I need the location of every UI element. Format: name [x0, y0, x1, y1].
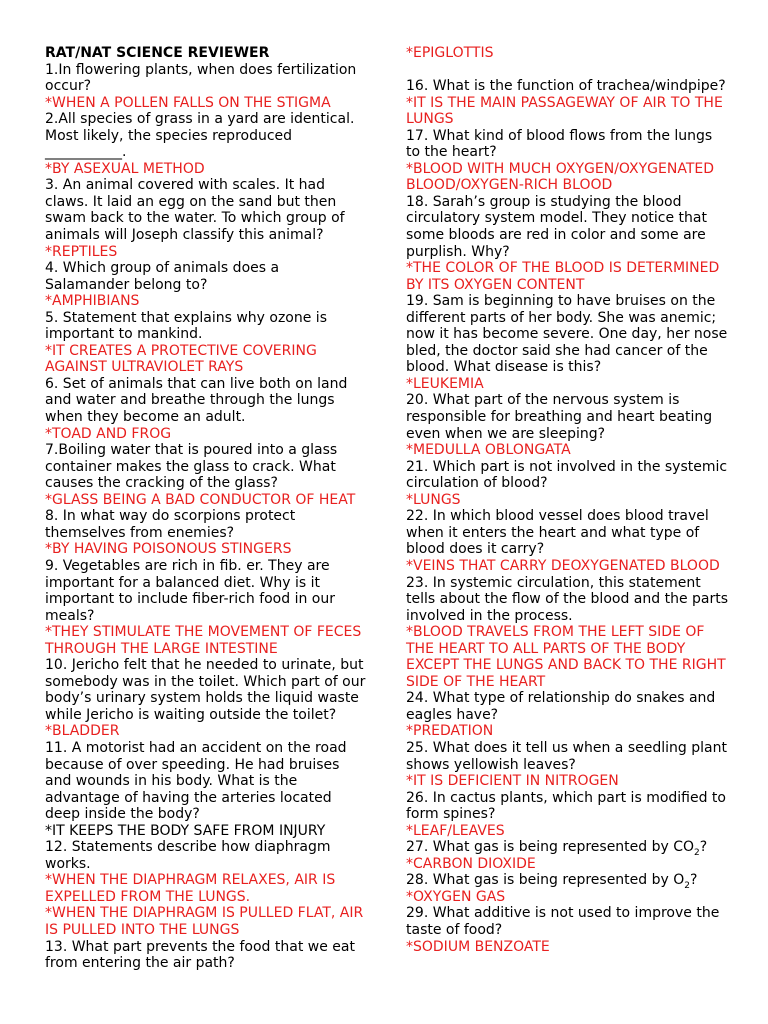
question-text-main: 27. What gas is being represented by CO: [406, 839, 695, 856]
question-text: 16. What is the function of trachea/windpipe?: [406, 78, 726, 95]
answer-text: *LUNGS: [406, 491, 461, 508]
answer-text: *OXYGEN GAS: [406, 888, 506, 905]
question-text: 11. A motorist had an accident on the road because of over speeding. He had bruises and wounds in his body. What is the advantage of having the arteries located deep inside the body?: [45, 739, 351, 823]
right-column: [406, 45, 733, 955]
answer-text: *CARBON DIOXIDE: [406, 855, 536, 872]
question-text: 26. In cactus plants, which part is modified to form spines?: [406, 789, 731, 823]
answer-text: *MEDULLA OBLONGATA: [406, 442, 571, 459]
subscript: 2: [694, 848, 700, 859]
question-text: [406, 839, 728, 859]
question-text-end: ?: [690, 872, 698, 889]
question-text: [406, 872, 728, 892]
answer-text: *BY ASEXUAL METHOD: [45, 160, 205, 177]
question-text: 20. What part of the nervous system is responsible for breathing and heart beating even when we are sleeping?: [406, 392, 717, 442]
question-text-main: 28. What gas is being represented by O: [406, 872, 685, 889]
question-text: 22. In which blood vessel does blood travel when it enters the heart and what type of blood does it carry?: [406, 508, 714, 558]
question-text-end: ?: [699, 839, 708, 856]
answer-text: *IT IS THE MAIN PASSAGEWAY OF AIR TO THE LUNGS: [406, 94, 728, 128]
question-text: 1.In flowering plants, when does fertilization occur?: [45, 61, 361, 95]
question-text: 21. Which part is not involved in the systemic circulation of blood?: [406, 458, 732, 492]
answer-text: *IT IS DEFICIENT IN NITROGEN: [406, 773, 619, 790]
answer-text: *BLADDER: [45, 723, 120, 740]
answer-text-black: *IT KEEPS THE BODY SAFE FROM INJURY: [45, 822, 326, 839]
page-title: RAT/NAT SCIENCE REVIEWER: [45, 45, 270, 61]
answer-text: *IT CREATES A PROTECTIVE COVERING AGAINST ULTRAVIOLET RAYS: [45, 342, 322, 376]
question-text: 5. Statement that explains why ozone is important to mankind.: [45, 309, 332, 343]
answer-text: *WHEN THE DIAPHRAGM IS PULLED FLAT, AIR IS PULLED INTO THE LUNGS: [45, 905, 368, 938]
answer-text: *VEINS THAT CARRY DEOXYGENATED BLOOD: [406, 557, 720, 574]
question-text: 12. Statements describe how diaphragm works.: [45, 839, 335, 872]
answer-text: *THEY STIMULATE THE MOVEMENT OF FECES THROUGH THE LARGE INTESTINE: [45, 624, 366, 657]
question-text: 19. Sam is beginning to have bruises on the different parts of her body. She was anemic; now it has become severe. One day, her nose bled, the doctor said she had cancer of the blood. What disease is this?: [406, 293, 732, 376]
question-text: 13. What part prevents the food that we eat from entering the air path?: [45, 938, 360, 972]
question-text: 7.Boiling water that is poured into a glass container makes the glass to crack. What causes the cracking of the glass?: [45, 442, 342, 492]
question-text: 8. In what way do scorpions protect themselves from enemies?: [45, 508, 300, 541]
answer-text: *SODIUM BENZOATE: [406, 938, 550, 955]
question-text: 18. Sarah’s group is studying the blood circulatory system model. They notice that some bloods are red in color and some are purplish. Why?: [406, 193, 712, 260]
answer-text: *LEAF/LEAVES: [406, 822, 505, 839]
question-text: 23. In systemic circulation, this statement tells about the flow of the blood and the parts involved in the process.: [406, 574, 733, 624]
answer-text: *BLOOD TRAVELS FROM THE LEFT SIDE OF THE HEART TO ALL PARTS OF THE BODY EXCEPT THE LUNGS AND BACK TO THE RIGHT SIDE OF THE HEART: [406, 624, 731, 690]
question-text: 3. An animal covered with scales. It had claws. It laid an egg on the sand but then swam back to the water. To which group of animals will Joseph classify this animal?: [45, 177, 350, 244]
answer-text: *WHEN A POLLEN FALLS ON THE STIGMA: [45, 94, 331, 111]
question-text: 4. Which group of animals does a Salamander belong to?: [45, 260, 284, 293]
answer-text: *PREDATION: [406, 723, 494, 740]
question-text: 29. What additive is not used to improve the taste of food?: [406, 905, 724, 938]
question-text: 9. Vegetables are rich in fib. er. They are important for a balanced diet. Why is it important to include fiber-rich food in our meals?: [45, 557, 340, 624]
answer-text: *EPIGLOTTIS: [406, 45, 494, 61]
answer-text: *WHEN THE DIAPHRAGM RELAXES, AIR IS EXPELLED FROM THE LUNGS.: [45, 872, 340, 905]
subscript: 2: [684, 881, 690, 892]
answer-text: *AMPHIBIANS: [45, 293, 140, 310]
question-text: 17. What kind of blood flows from the lungs to the heart?: [406, 127, 717, 161]
question-text: 2.All species of grass in a yard are identical. Most likely, the species reproduced ___________.: [45, 111, 359, 161]
answer-text: *BY HAVING POISONOUS STINGERS: [45, 541, 292, 558]
question-text: 10. Jericho felt that he needed to urinate, but somebody was in the toilet. Which part of our body’s urinary system holds the liquid waste while Jericho is waiting outside the toilet?: [45, 657, 370, 723]
question-text: 25. What does it tell us when a seedling plant shows yellowish leaves?: [406, 739, 732, 773]
answer-text: *BLOOD WITH MUCH OXYGEN/OXYGENATED BLOOD/OXYGEN-RICH BLOOD: [406, 160, 719, 194]
answer-text: *THE COLOR OF THE BLOOD IS DETERMINED BY ITS OXYGEN CONTENT: [406, 260, 724, 293]
answer-text: *TOAD AND FROG: [45, 425, 172, 442]
answer-text: *REPTILES: [45, 243, 118, 260]
question-text: 24. What type of relationship do snakes and eagles have?: [406, 690, 720, 723]
left-column: [45, 45, 370, 972]
question-text: 6. Set of animals that can live both on land and water and breathe through the lungs when they become an adult.: [45, 375, 352, 426]
blank-line: [406, 62, 728, 79]
answer-text: *LEUKEMIA: [406, 375, 484, 392]
answer-text: *GLASS BEING A BAD CONDUCTOR OF HEAT: [45, 491, 356, 508]
